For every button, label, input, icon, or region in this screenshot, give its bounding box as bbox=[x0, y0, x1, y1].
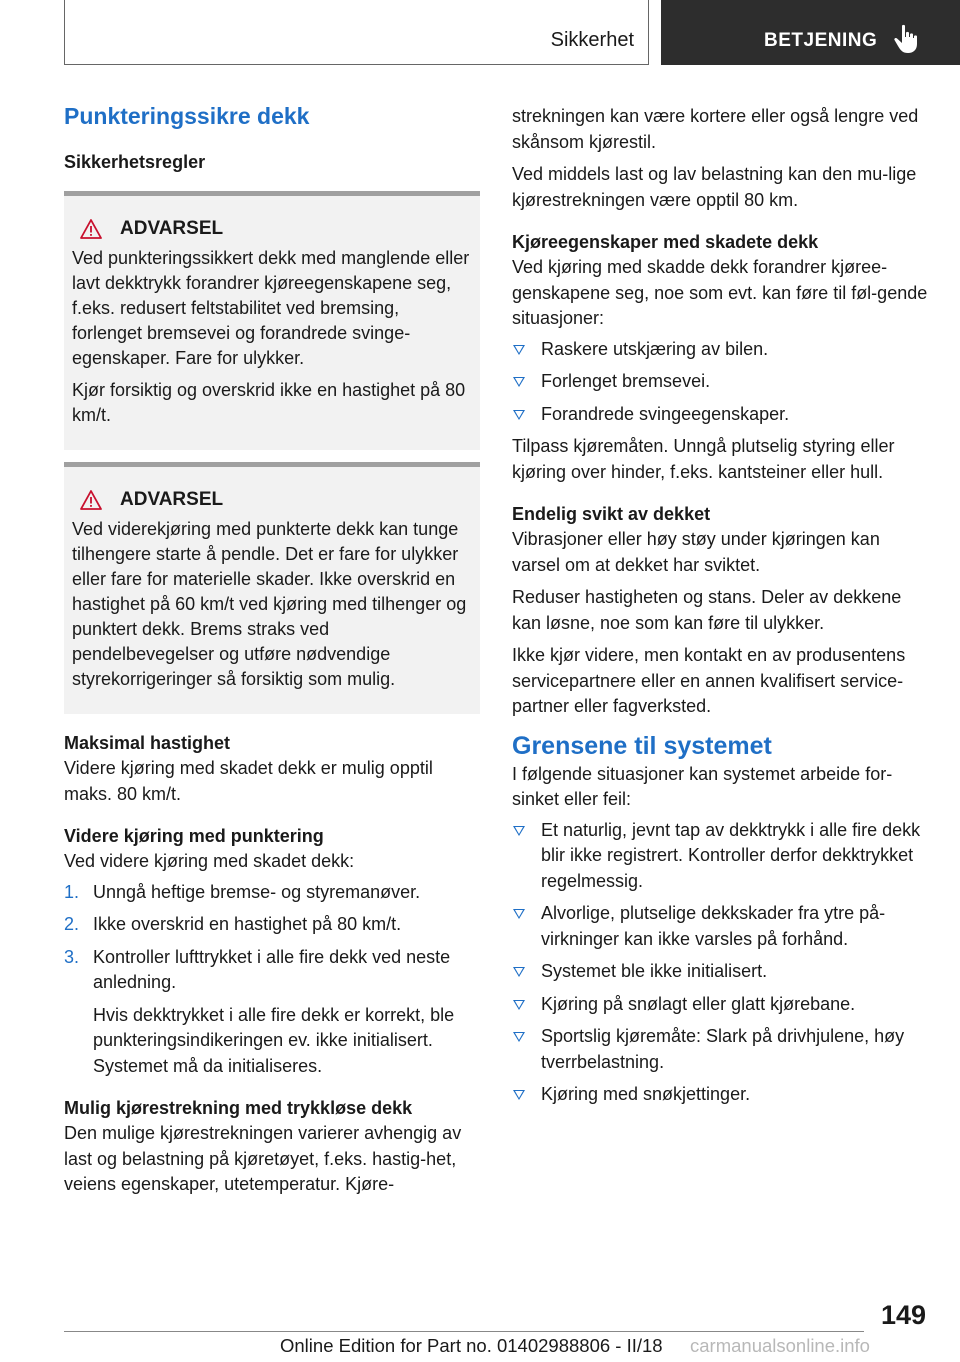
list-item: Et naturlig, jevnt tap av dekktrykk i alle fire dekk blir ikke registrert. Kontroller derfor dekktrykket regelmessig. bbox=[512, 818, 928, 895]
steps-list bbox=[64, 880, 480, 996]
header-rule-bottom bbox=[64, 64, 649, 65]
heading-damaged-tyres: Kjøreegenskaper med skadete dekk bbox=[512, 232, 819, 252]
paragraph: strekningen kan være kortere eller også lengre ved skånsom kjørestil. bbox=[512, 106, 919, 152]
heading-system-limits: Grensene til systemet bbox=[512, 731, 772, 760]
subtitle-safety-rules: Sikkerhetsregler bbox=[64, 152, 206, 172]
paragraph: Tilpass kjøremåten. Unngå plutselig styring eller kjøring over hinder, f.eks. kantsteiner eller hull. bbox=[512, 436, 895, 482]
warning-text: Kjør forsiktig og overskrid ikke en hastighet på 80 km/t. bbox=[72, 380, 466, 425]
list-item: Kjøring på snølagt eller glatt kjørebane. bbox=[512, 992, 928, 1018]
bullet-triangle-icon bbox=[513, 909, 525, 919]
list-item: Kjøring med snøkjettinger. bbox=[512, 1082, 928, 1108]
warning-label: ADVARSEL bbox=[120, 218, 224, 239]
paragraph: Videre kjøring med skadet dekk er mulig opptil maks. 80 km/t. bbox=[64, 758, 433, 804]
list-item: Forandrede svingeegenskaper. bbox=[512, 402, 928, 428]
step-number: 3. bbox=[64, 946, 80, 967]
paragraph: Ved videre kjøring med skadet dekk: bbox=[64, 851, 355, 871]
damaged-list bbox=[512, 337, 928, 428]
bullet-triangle-icon bbox=[513, 1000, 525, 1010]
bullet-triangle-icon bbox=[513, 826, 525, 836]
warning-triangle-icon bbox=[80, 219, 102, 239]
right-column bbox=[512, 104, 928, 1115]
warning-text: Ved viderekjøring med punkterte dekk kan tunge tilhengere starte å pendle. Det er fare for ulykker eller fare for materielle skader. Ikke overskrid en hastighet på 60 km/t ved kjøring med tilhenger og punktert dekk. Brems straks ved pendelbevegelser og utføre nødvendige styrekorrigeringer så forsiktig som mulig. bbox=[72, 519, 467, 689]
list-item: Systemet ble ikke initialisert. bbox=[512, 959, 928, 985]
header-chapter-label: BETJENING bbox=[764, 30, 878, 51]
list-item: 3. Kontroller lufttrykket i alle fire dekk ved neste anledning. bbox=[64, 946, 451, 992]
paragraph: Ved kjøring med skadde dekk forandrer kjøree-genskapene seg, noe som evt. kan føre til føl-gende situasjoner: bbox=[512, 257, 928, 328]
bullet-triangle-icon bbox=[513, 1032, 525, 1042]
warning-label: ADVARSEL bbox=[120, 489, 224, 510]
bullet-triangle-icon bbox=[513, 1090, 525, 1100]
header-rule-right bbox=[648, 0, 649, 65]
bullet-triangle-icon bbox=[513, 967, 525, 977]
step-number: 1. bbox=[64, 881, 80, 902]
list-item: 1. Unngå heftige bremse- og styremanøver. bbox=[64, 880, 480, 906]
heading-continue-driving: Videre kjøring med punktering bbox=[64, 826, 324, 846]
hand-pointer-icon bbox=[893, 24, 919, 54]
page-number: 149 bbox=[880, 1300, 926, 1330]
paragraph: Vibrasjoner eller høy støy under kjøringen kan varsel om at dekket har sviktet. bbox=[512, 529, 880, 575]
step-number: 2. bbox=[64, 914, 80, 934]
warning-triangle-icon bbox=[80, 490, 102, 510]
footer-watermark: carmanualsonline.info bbox=[690, 1335, 870, 1356]
paragraph: Ved middels last og lav belastning kan den mu-lige kjørestrekningen være opptil 80 km. bbox=[512, 164, 917, 210]
warning-text: Ved punkteringssikkert dekk med manglende eller lavt dekktrykk forandrer kjøreegenskapene seg, f.eks. redusert feltstabilitet ved bremsing, forlenget bremsevei og forandrede svinge-egenskaper. Fare for ulykker. bbox=[72, 248, 470, 368]
list-item: Raskere utskjæring av bilen. bbox=[512, 337, 928, 363]
footer-rule bbox=[64, 1331, 864, 1332]
bullet-triangle-icon bbox=[513, 410, 525, 420]
list-item: Forlenget bremsevei. bbox=[512, 369, 928, 395]
bullet-triangle-icon bbox=[513, 345, 525, 355]
paragraph: Reduser hastigheten og stans. Deler av dekkene kan løsne, noe som kan føre til ulykker. bbox=[512, 587, 902, 633]
step-note: Hvis dekktrykket i alle fire dekk er korrekt, ble punkteringsindikeringen ev. ikke initialisert. Systemet må da initialiseres. bbox=[93, 1004, 455, 1076]
paragraph: Den mulige kjørestrekningen varierer avhengig av last og belastning på kjøretøyet, f.eks. hastig-het, veiens egenskaper, utetemperatur. Kjøre- bbox=[64, 1123, 462, 1194]
footer-edition: Online Edition for Part no. 01402988806 - II/18 bbox=[280, 1335, 663, 1356]
heading-tyre-failure: Endelig svikt av dekket bbox=[512, 504, 711, 524]
warning-box-1 bbox=[64, 191, 480, 450]
list-item: Alvorlige, plutselige dekkskader fra ytre på-virkninger kan ikke varsles på forhånd. bbox=[512, 901, 928, 952]
heading-range: Mulig kjørestrekning med trykkløse dekk bbox=[64, 1098, 413, 1118]
paragraph: I følgende situasjoner kan systemet arbeide for-sinket eller feil: bbox=[512, 763, 893, 809]
left-column bbox=[64, 100, 480, 1198]
list-item: 2. Ikke overskrid en hastighet på 80 km/t. bbox=[64, 912, 480, 938]
list-item: Sportslig kjøremåte: Slark på drivhjulene, høy tverrbelastning. bbox=[512, 1024, 928, 1075]
page-title: Punkteringssikre dekk bbox=[64, 103, 310, 129]
heading-max-speed: Maksimal hastighet bbox=[64, 733, 231, 753]
warning-box-2 bbox=[64, 462, 480, 714]
bullet-triangle-icon bbox=[513, 377, 525, 387]
header-rule-left bbox=[64, 0, 65, 65]
limits-list bbox=[512, 818, 928, 1108]
header-chapter-tab[interactable] bbox=[661, 0, 960, 65]
header-section-title: Sikkerhet bbox=[550, 29, 634, 51]
paragraph: Ikke kjør videre, men kontakt en av produsentens servicepartnere eller en annen kvalifisert service-partner eller fagverksted. bbox=[512, 645, 906, 716]
